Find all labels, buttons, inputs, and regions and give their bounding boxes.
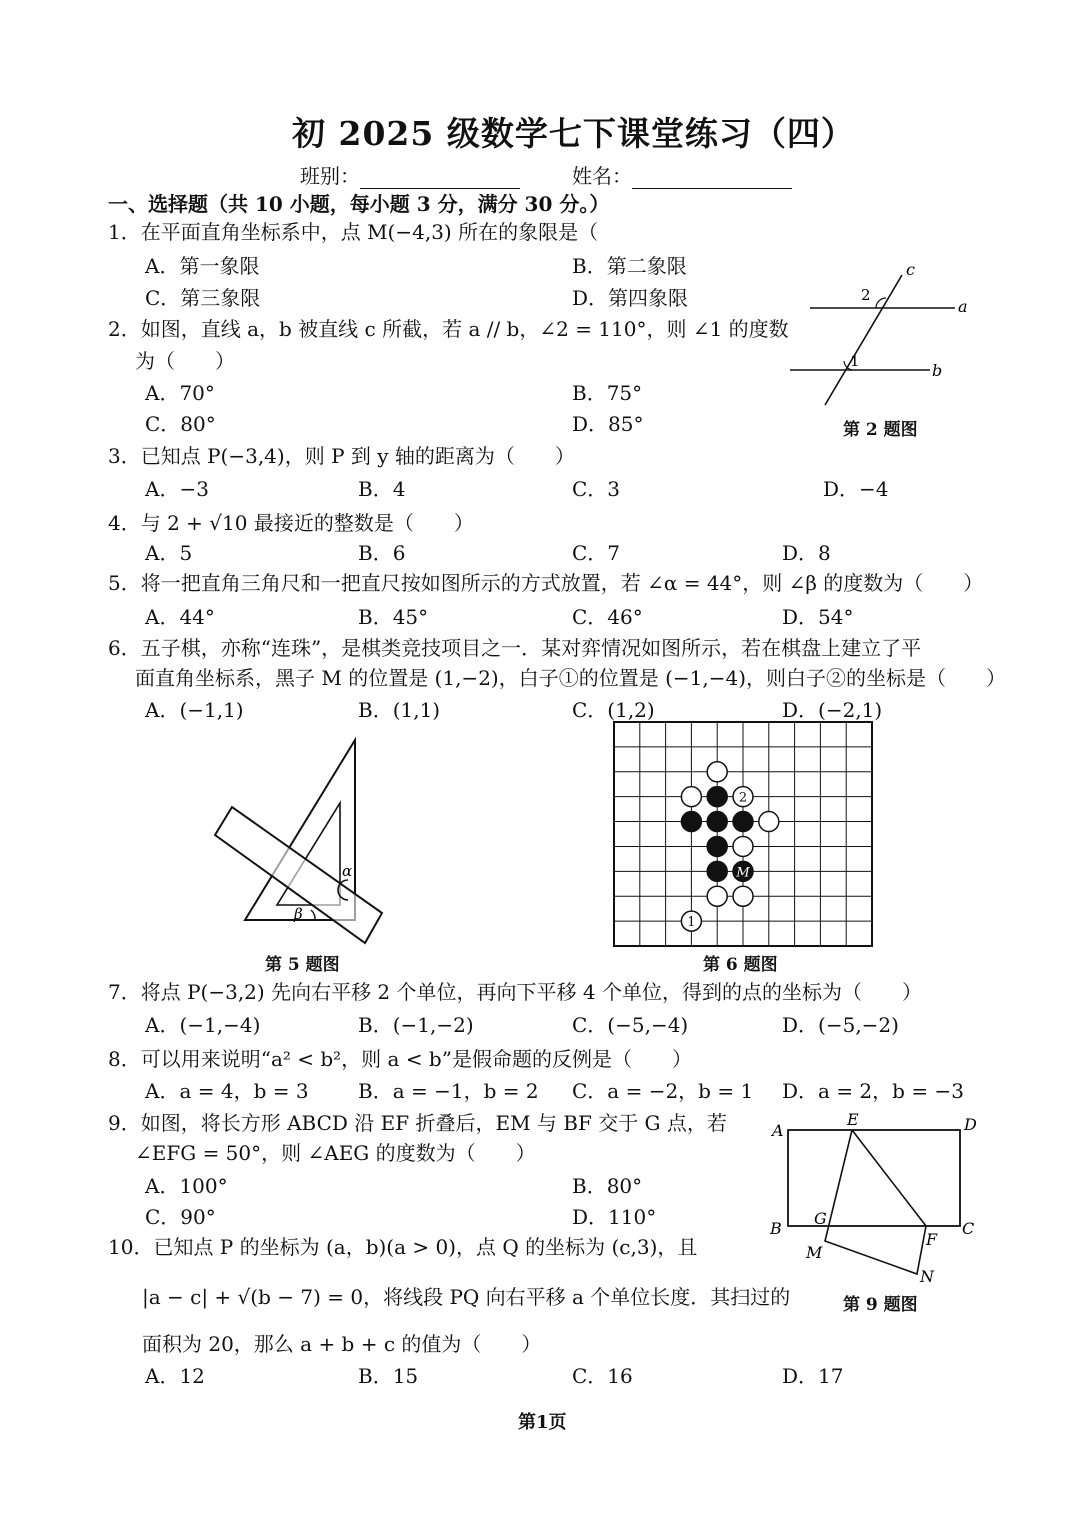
q6-go-board [614, 722, 874, 948]
name-label: 姓名： [572, 164, 632, 188]
q9-stem-line2: ∠EFG = 50°，则 ∠AEG 的度数为（ ） [135, 1141, 536, 1165]
label-E: E [847, 1110, 859, 1129]
black-stone [707, 787, 727, 807]
q6-option-a[interactable]: A．(−1,1) [145, 698, 244, 722]
white-stone-2-label: 2 [738, 790, 748, 806]
q1-option-c[interactable]: C．第三象限 [145, 286, 261, 310]
black-stone [733, 812, 753, 832]
q1-stem: 1．在平面直角坐标系中，点 M(−4,3) 所在的象限是（ [108, 220, 599, 244]
q4-option-a[interactable]: A．5 [145, 541, 193, 565]
q9-option-b[interactable]: B．80° [572, 1174, 643, 1198]
q3-option-a[interactable]: A．−3 [145, 477, 209, 501]
class-field [300, 160, 520, 189]
q1-option-d[interactable]: D．第四象限 [572, 286, 689, 310]
q8-option-a[interactable]: A．a = 4，b = 3 [145, 1079, 309, 1103]
q3-stem: 3．已知点 P(−3,4)，则 P 到 y 轴的距离为（ ） [108, 444, 575, 468]
label-D: D [964, 1115, 977, 1134]
black-stone [707, 861, 727, 881]
q5-figure [210, 735, 390, 945]
q6-option-d[interactable]: D．(−2,1) [782, 698, 883, 722]
white-stone [733, 886, 753, 906]
q4-option-c[interactable]: C．7 [572, 541, 621, 565]
q10-option-b[interactable]: B．15 [358, 1364, 419, 1388]
name-blank[interactable] [632, 188, 792, 189]
q2-option-b[interactable]: B．75° [572, 381, 643, 405]
white-stone [759, 812, 779, 832]
white-stone [707, 762, 727, 782]
white-stone [707, 886, 727, 906]
label-N: N [920, 1267, 934, 1286]
name-field [572, 160, 792, 189]
black-stone [707, 812, 727, 832]
beta-arc [311, 910, 315, 920]
q10-option-c[interactable]: C．16 [572, 1364, 633, 1388]
q10-stem-line2: |a − c| + √(b − 7) = 0，将线段 PQ 向右平移 a 个单位长度．其扫过的 [142, 1285, 791, 1309]
label-A: A [772, 1121, 784, 1140]
label-C: C [962, 1219, 975, 1238]
q2-option-c[interactable]: C．80° [145, 412, 216, 436]
label-G: G [814, 1209, 827, 1228]
q8-option-d[interactable]: D．a = 2，b = −3 [782, 1079, 964, 1103]
section-heading: 一、选择题（共 10 小题，每小题 3 分，满分 30 分。） [108, 192, 610, 216]
q9-option-a[interactable]: A．100° [145, 1174, 228, 1198]
q3-option-d[interactable]: D．−4 [823, 477, 889, 501]
label-a: a [958, 297, 968, 316]
q3-option-c[interactable]: C．3 [572, 477, 621, 501]
q10-option-a[interactable]: A．12 [145, 1364, 205, 1388]
q10-stem-line3: 面积为 20，那么 a + b + c 的值为（ ） [142, 1332, 542, 1356]
q3-option-b[interactable]: B．4 [358, 477, 406, 501]
q7-stem: 7．将点 P(−3,2) 先向右平移 2 个单位，再向下平移 4 个单位，得到的点的坐标为（ ） [108, 980, 922, 1004]
q1-option-a[interactable]: A．第一象限 [145, 254, 260, 278]
q9-figure [770, 1110, 980, 1290]
q6-figure-caption: 第 6 题图 [703, 955, 778, 975]
black-stone-m-label: M [736, 865, 750, 881]
q5-option-d[interactable]: D．54° [782, 605, 854, 629]
label-1: 1 [850, 352, 860, 370]
page-number: 第1页 [518, 1412, 567, 1433]
class-label: 班别： [300, 164, 360, 188]
q9-stem-line1: 9．如图，将长方形 ABCD 沿 EF 折叠后，EM 与 BF 交于 G 点，若 [108, 1111, 727, 1135]
q2-option-d[interactable]: D．85° [572, 412, 644, 436]
q4-option-b[interactable]: B．6 [358, 541, 406, 565]
label-B: B [770, 1219, 782, 1238]
q5-stem: 5．将一把直角三角尺和一把直尺按如图所示的方式放置，若 ∠α = 44°，则 ∠β 的度数为（ ） [108, 571, 984, 595]
q4-stem: 4．与 2 + √10 最接近的整数是（ ） [108, 511, 474, 535]
q7-option-c[interactable]: C．(−5,−4) [572, 1013, 689, 1037]
label-alpha: α [342, 862, 353, 880]
black-stone [681, 812, 701, 832]
white-stone [733, 836, 753, 856]
folded-part [825, 1130, 926, 1274]
q8-stem: 8．可以用来说明“a² < b²，则 a < b”是假命题的反例是（ ） [108, 1047, 692, 1071]
q2-option-a[interactable]: A．70° [145, 381, 215, 405]
q8-option-c[interactable]: C．a = −2，b = 1 [572, 1079, 754, 1103]
q5-option-b[interactable]: B．45° [358, 605, 429, 629]
q6-option-b[interactable]: B．(1,1) [358, 698, 441, 722]
q9-figure-caption: 第 9 题图 [843, 1295, 918, 1315]
q8-option-b[interactable]: B．a = −1，b = 2 [358, 1079, 539, 1103]
q2-figure-caption: 第 2 题图 [843, 420, 918, 440]
q5-option-c[interactable]: C．46° [572, 605, 643, 629]
white-stone-1-label: 1 [687, 915, 696, 931]
label-c: c [906, 260, 915, 279]
q7-option-b[interactable]: B．(−1,−2) [358, 1013, 474, 1037]
page-title: 初 2025 级数学七下课堂练习（四） [292, 114, 855, 153]
label-2: 2 [861, 286, 871, 304]
q9-option-c[interactable]: C．90° [145, 1205, 216, 1229]
q2-figure [780, 260, 980, 410]
q5-option-a[interactable]: A．44° [145, 605, 215, 629]
q7-option-d[interactable]: D．(−5,−2) [782, 1013, 899, 1037]
q5-figure-caption: 第 5 题图 [265, 955, 340, 975]
q9-option-d[interactable]: D．110° [572, 1205, 657, 1229]
q10-stem-line1: 10．已知点 P 的坐标为 (a，b)(a > 0)，点 Q 的坐标为 (c,3)，且 [108, 1235, 698, 1259]
q4-option-d[interactable]: D．8 [782, 541, 831, 565]
q2-stem-line2: 为（ ） [135, 349, 235, 373]
label-M: M [806, 1243, 823, 1262]
q7-option-a[interactable]: A．(−1,−4) [145, 1013, 261, 1037]
q1-option-b[interactable]: B．第二象限 [572, 254, 687, 278]
q6-stem-line2: 面直角坐标系，黑子 M 的位置是 (1,−2)，白子①的位置是 (−1,−4)，则白子②的坐标是（ ） [135, 666, 1007, 690]
q6-stem-line1: 6．五子棋，亦称“连珠”，是棋类竞技项目之一．某对弈情况如图所示，若在棋盘上建立了平 [108, 636, 922, 660]
label-F: F [926, 1230, 938, 1249]
white-stone [681, 787, 701, 807]
label-beta: β [294, 905, 303, 923]
q6-option-c[interactable]: C．(1,2) [572, 698, 655, 722]
q10-option-d[interactable]: D．17 [782, 1364, 844, 1388]
black-stone [707, 836, 727, 856]
q2-stem-line1: 2．如图，直线 a，b 被直线 c 所截，若 a // b，∠2 = 110°，则 ∠1 的度数 [108, 317, 789, 341]
label-b: b [932, 361, 943, 380]
